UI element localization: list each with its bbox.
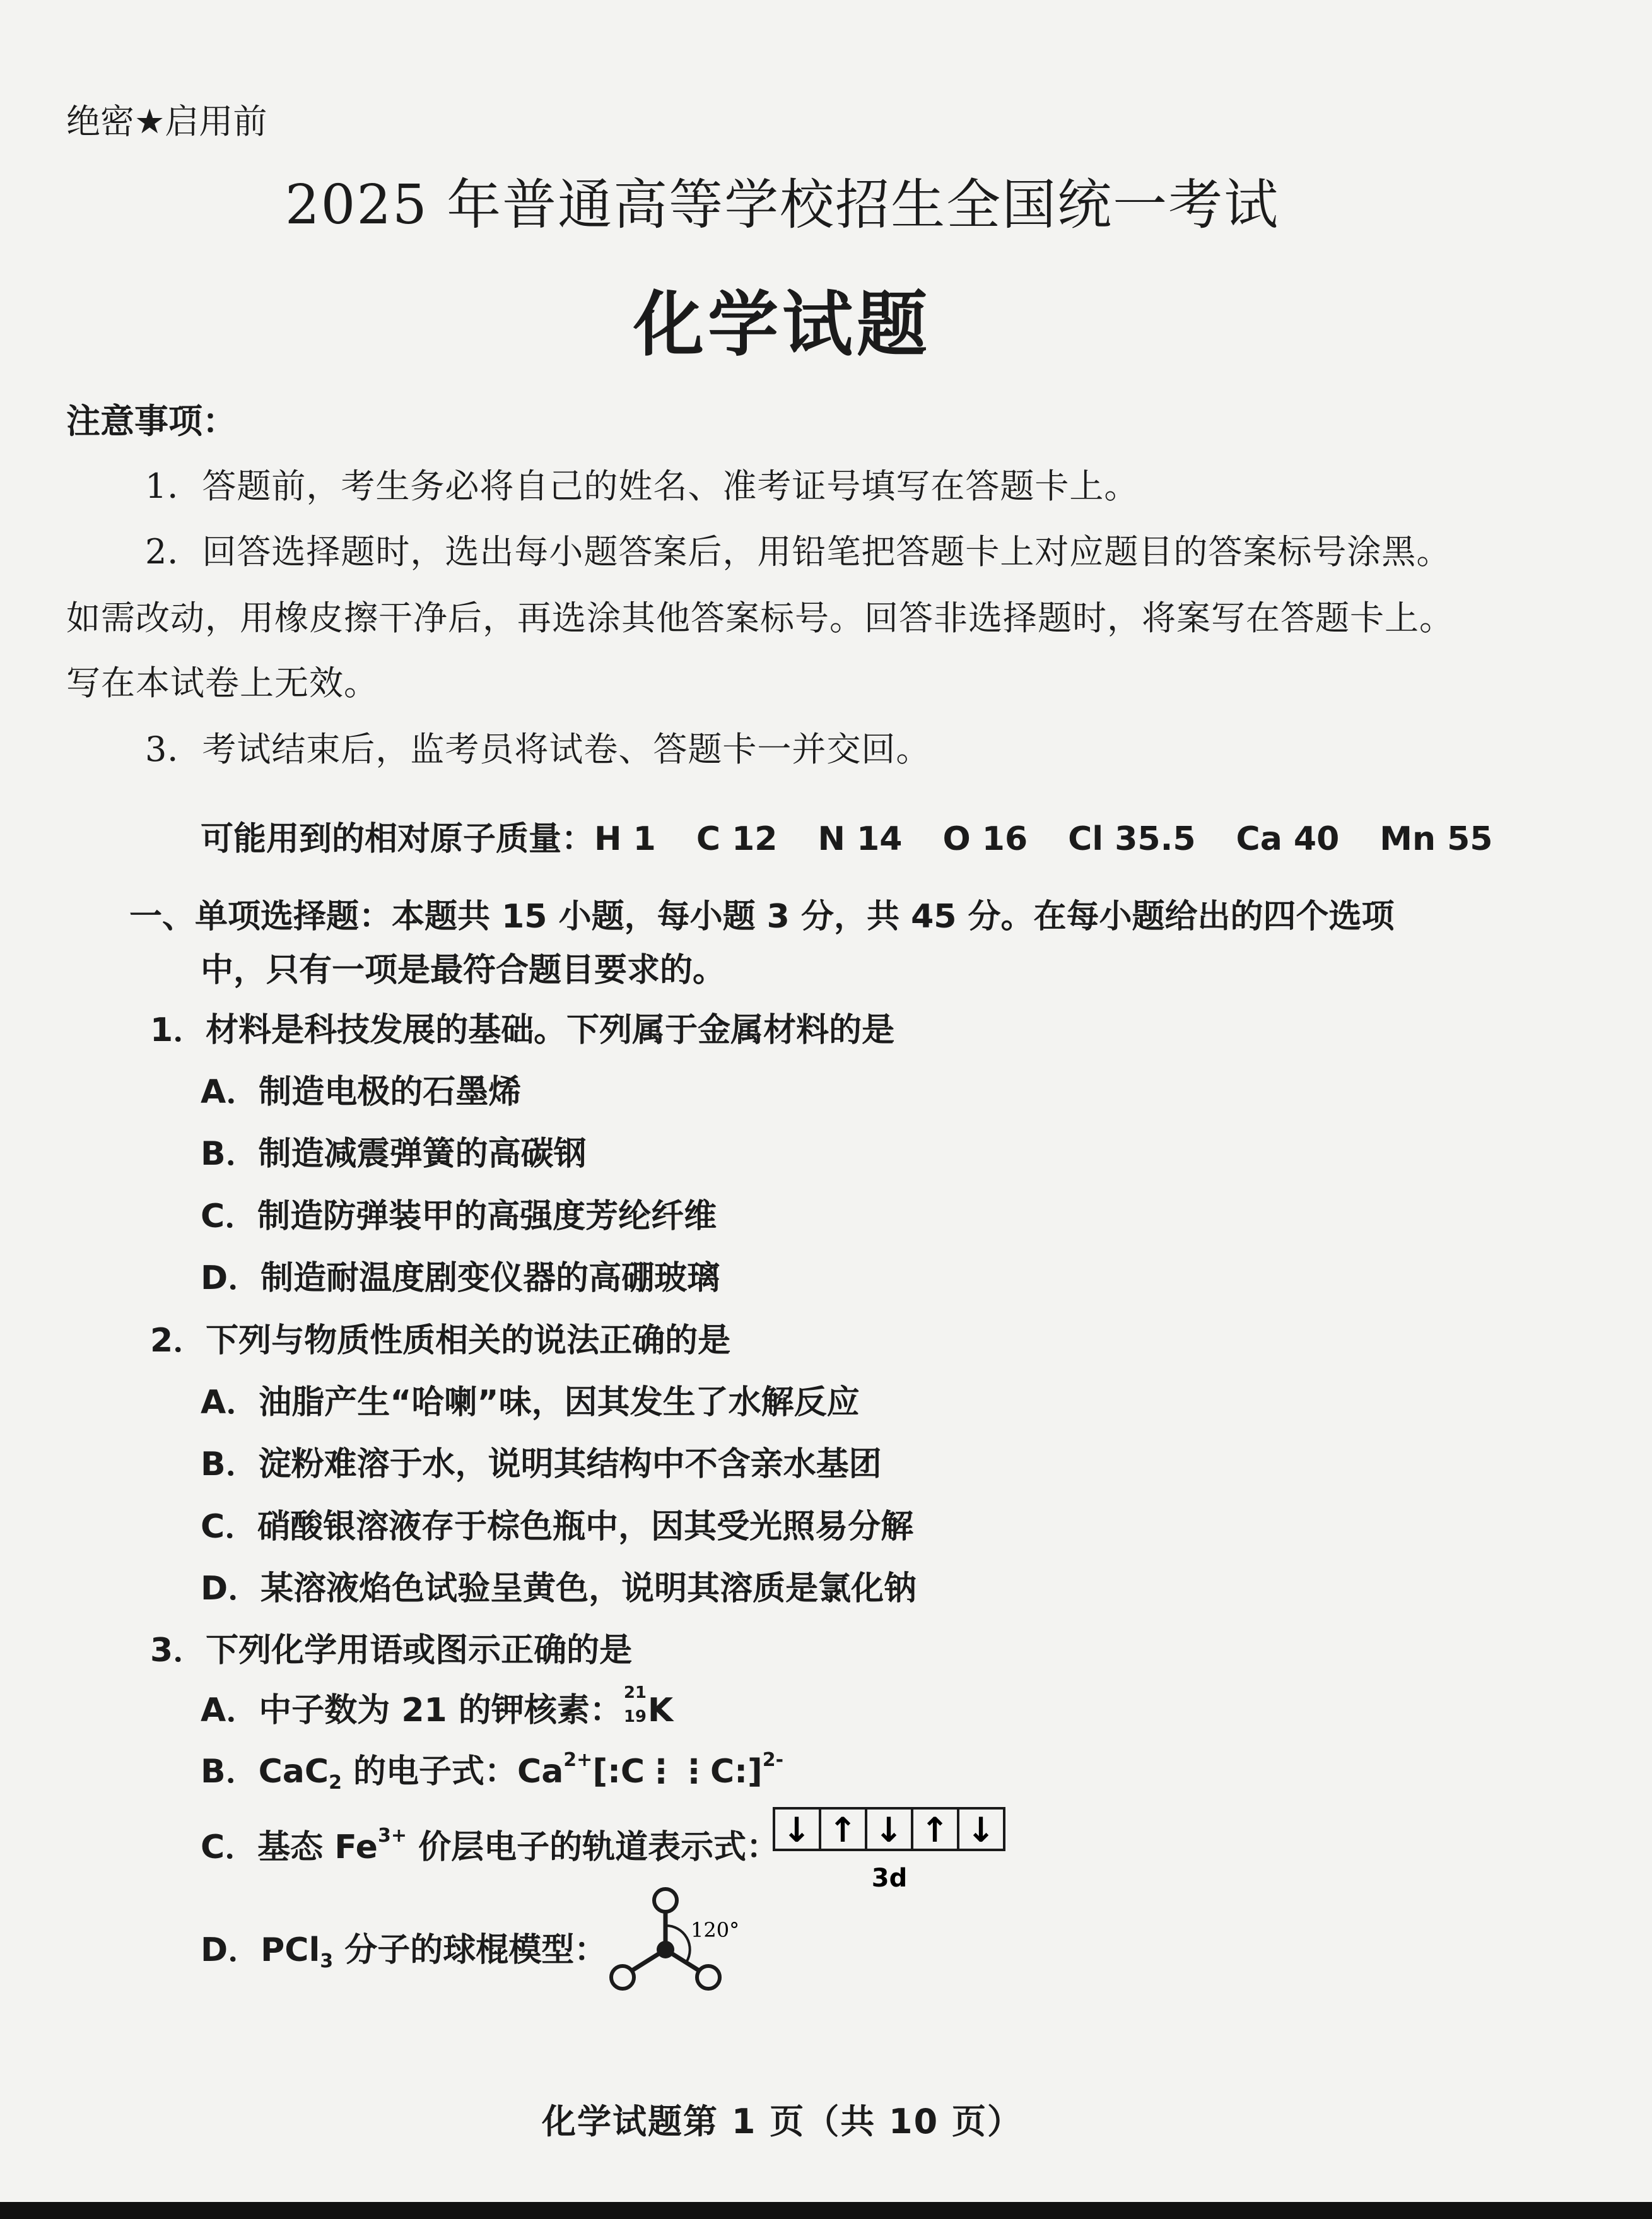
secret-mark: 绝密★启用前	[66, 102, 267, 141]
question-2-option-a: A．油脂产生“哈喇”味，因其发生了水解反应	[201, 1384, 860, 1421]
orbital-label: 3d	[871, 1864, 908, 1893]
question-2-option-d: D．某溶液焰色试验呈黄色，说明其溶质是氯化钠	[201, 1570, 917, 1608]
exam-title: 2025 年普通高等学校招生全国统一考试	[284, 174, 1280, 237]
notice-item-2-line-1: 2．回答选择题时，选出每小题答案后，用铅笔把答题卡上对应题目的答案标号涂黑。	[145, 532, 1451, 572]
option-b-prefix: B．CaC	[201, 1753, 329, 1791]
atomic-number: 19	[623, 1707, 647, 1726]
nuclide-symbol: K	[647, 1692, 674, 1729]
notice-item-2-line-3: 写在本试卷上无效。	[66, 663, 378, 703]
option-a-text: A．中子数为 21 的钾核素：	[201, 1692, 623, 1729]
section-1-line-2: 中，只有一项是最符合题目要求的。	[201, 951, 726, 989]
section-1-line-1: 一、单项选择题：本题共 15 小题，每小题 3 分，共 45 分。在每小题给出的四个选项	[129, 898, 1395, 936]
nuclide-notation	[623, 1683, 648, 1726]
option-b-cation-charge: 2+	[563, 1749, 593, 1771]
option-b-electron-formula: [:C⋮⋮C:]	[592, 1753, 763, 1791]
notice-heading: 注意事项：	[66, 401, 237, 441]
orbital-arrow: ↓	[782, 1810, 811, 1850]
question-3-stem: 3．下列化学用语或图示正确的是	[150, 1632, 633, 1669]
question-1-option-a: A．制造电极的石墨烯	[201, 1073, 522, 1111]
question-1-option-c: C．制造防弹装甲的高强度芳纶纤维	[201, 1198, 717, 1235]
atomic-mass-o: O 16	[942, 820, 1028, 858]
atomic-mass-cl: Cl 35.5	[1068, 820, 1196, 858]
subject-title: 化学试题	[633, 284, 931, 366]
option-d-suffix: 分子的球棍模型：	[333, 1931, 607, 1969]
question-3-option-a	[201, 1683, 673, 1731]
option-b-anion-charge: 2-	[762, 1749, 784, 1771]
atomic-mass-ca: Ca 40	[1236, 820, 1340, 858]
orbital-arrow: ↑	[920, 1810, 949, 1850]
option-b-subscript: 2	[329, 1772, 342, 1794]
option-c-charge: 3+	[377, 1825, 407, 1847]
question-2-option-b: B．淀粉难溶于水，说明其结构中不含亲水基团	[201, 1445, 882, 1483]
orbital-diagram	[773, 1806, 1012, 1894]
question-3-option-d	[201, 1923, 607, 1972]
option-c-prefix: C．基态 Fe	[201, 1828, 378, 1866]
atomic-mass-h: H 1	[594, 820, 656, 858]
question-1-stem: 1．材料是科技发展的基础。下列属于金属材料的是	[150, 1011, 895, 1049]
question-3-option-c	[201, 1820, 779, 1868]
orbital-arrow: ↑	[828, 1810, 857, 1850]
atomic-mass-c: C 12	[696, 820, 778, 858]
page-footer: 化学试题第 1 页（共 10 页）	[542, 2102, 1022, 2141]
atomic-mass-mn: Mn 55	[1380, 820, 1493, 858]
option-d-prefix: D．PCl	[201, 1931, 320, 1969]
orbital-arrow: ↓	[874, 1810, 903, 1850]
atomic-masses-label: 可能用到的相对原子质量：	[201, 820, 595, 858]
question-1-option-b: B．制造减震弹簧的高碳钢	[201, 1135, 587, 1173]
question-2-option-c: C．硝酸银溶液存于棕色瓶中，因其受光照易分解	[201, 1508, 914, 1546]
notice-item-2-line-2: 如需改动，用橡皮擦干净后，再选涂其他答案标号。回答非选择题时，将案写在答题卡上。	[66, 598, 1454, 638]
orbital-arrow: ↓	[966, 1810, 995, 1850]
atom-ball	[611, 1966, 634, 1989]
angle-label: 120°	[691, 1918, 740, 1942]
atomic-mass-n: N 14	[817, 820, 903, 858]
option-c-suffix: 价层电子的轨道表示式：	[406, 1828, 780, 1866]
notice-item-1: 1．答题前，考生务必将自己的姓名、准考证号填写在答题卡上。	[145, 466, 1139, 506]
option-d-subscript: 3	[320, 1950, 334, 1972]
question-3-option-b	[201, 1745, 783, 1794]
bottom-border	[0, 2202, 1652, 2219]
atom-ball	[654, 1889, 677, 1912]
mass-number: 21	[623, 1683, 647, 1702]
question-2-stem: 2．下列与物质性质相关的说法正确的是	[150, 1322, 731, 1360]
atomic-masses	[201, 812, 1492, 859]
ball-stick-model	[602, 1886, 754, 2003]
central-atom	[657, 1941, 674, 1958]
question-1-option-d: D．制造耐温度剧变仪器的高硼玻璃	[201, 1259, 720, 1297]
option-b-mid: 的电子式：Ca	[341, 1753, 564, 1791]
atom-ball	[697, 1966, 720, 1989]
notice-item-3: 3．考试结束后，监考员将试卷、答题卡一并交回。	[145, 729, 931, 769]
